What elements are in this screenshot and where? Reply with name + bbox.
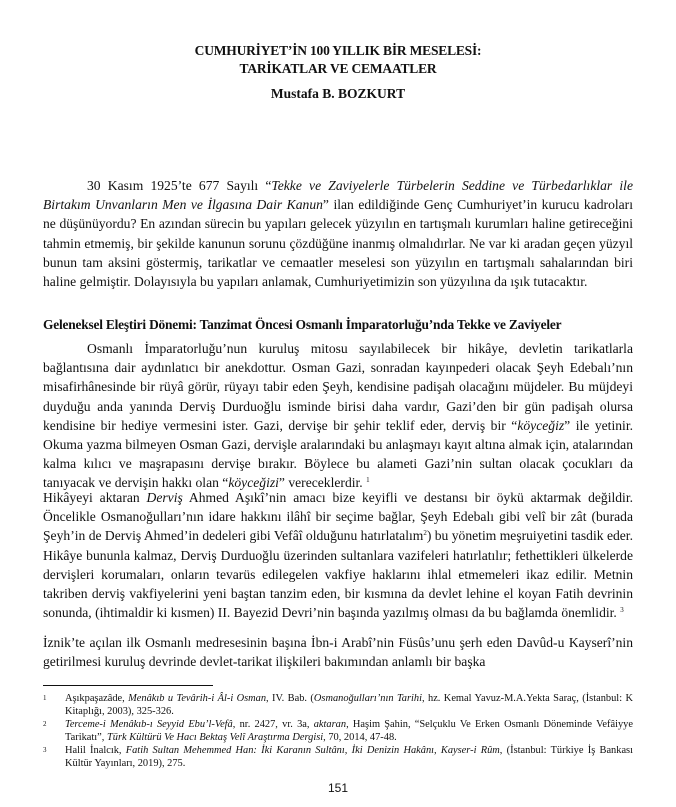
text-run: ” ilan edildiğinde Genç Cumhuriyet’in kurucu kadroları ne düşünüyordu? En azından sürecin bu yapıları gelecek yüzyılın en tartışmalı kurumları haline getireceğini tahmin etmemiş, bir şekilde kanunun sorunu çözdüğüne inanmış olmalıdırlar. Ne var ki aradan geçen yüzyıl bunun tam aksini göstermiş, tarikatlar ve cemaatler meselesi son yüzyılın en tartışmalı sahalarından biri haline gelmiştir. Dolayısıyla bu yapıları anlamak, Cumhuriyetimizin son yüzyılına da ışık tutacaktır.: [43, 197, 633, 290]
text-run: ) bu yönetim meşruiyetini tasdik eder. Hikâye bununla kalmaz, Derviş Durduoğlu üzerinden sultanlara vazifeleri hatırlatılır; fethettikleri ülkelerde dervişleri korumaları, onların tevarüs edilegelen vakfiye haklarını ihlal etmemeleri ikaz edilir. Metnin takriben derviş vakfiyelerini yeni baştan tanzim eden, bir kısmına da devlet lehine el koyan Fatih devrinin sonunda, (ihtimaldir ki kısmen) II. Bayezid Devri’nin başında yazılmış olması da bu bağlamda önemlidir.: [43, 528, 633, 621]
author-name: Mustafa B. BOZKURT: [270, 86, 406, 101]
footnote-number: 2: [43, 720, 47, 729]
footnote-2: [43, 719, 633, 744]
italic-title: Fatih Sultan Mehemmed Han: İki Karanın Sultânı, İki Denizin Hakânı, Kayser-i Rûm: [125, 745, 500, 757]
italic-term: köyceğiz: [517, 417, 565, 433]
footnote-number: 3: [43, 746, 47, 755]
italic-title: Türk Kültürü Ve Hacı Bektaş Velî Araştırma Dergisi: [106, 731, 324, 743]
italic-law-title: Tekke ve Zaviyelerle Türbelerin Seddine ve Türbedarlıklar ile Birtakım Unvanların Men ve İlgasına Dair Kanun: [43, 178, 633, 213]
italic-term: köyceğizi: [228, 475, 279, 491]
text-run: , nr. 2427, vr. 3a,: [232, 719, 314, 731]
text-run: Halil İnalcık,: [65, 745, 126, 757]
text-run: , Haşim Şahin, “Selçuklu Ve Erken Osmanlı Döneminde Vefâiyye Tarikatı”,: [65, 719, 633, 743]
text-run: Hikâyeyi aktaran: [43, 490, 147, 505]
text-run: ” vereceklerdir.: [278, 475, 367, 491]
paragraph-intro: [43, 176, 633, 291]
italic-term: Derviş: [146, 490, 183, 505]
footnote-ref-1[interactable]: 1: [366, 476, 370, 485]
footnotes: [43, 693, 633, 772]
italic-title: Osmanoğulları’nın Tarihi: [313, 693, 422, 704]
paragraph-asiki: [43, 488, 633, 622]
text-run: Osmanlı İmparatorluğu’nun kuruluş mitosu sayılabilecek bir hikâye, devletin tarikatlarla bağlantısına dair aydınlatıcı bir anekdottur. Osman Gazi, sonradan kayınpederi olacak Şeyh Edebalı’nın misafirhânesinde bir rüyâ görür, rüyayı tabir eden Şeyh, kendisine padişah olacağını müjdeler. Bu müjdeyi duyduğu anda yanında Derviş Durduoğlu isminde birisi daha vardır, Gazi’den bir gün padişah olursa kendisine bir hediye vermesini ister. Gazi, dervişe bir şehir teklif eder, derviş bir “: [43, 341, 633, 433]
text-run: , 70, 2014, 47-48.: [323, 731, 397, 743]
section-heading: Geleneksel Eleştiri Dönemi: Tanzimat Öncesi Osmanlı İmparatorluğu’nda Tekke ve Zaviyeler: [43, 317, 562, 332]
text-run: Ahmed Aşıkî’nin amacı bize keyifli ve destansı bir öykü aktarmak değildir. Öncelikle Osmanoğulları’nın idare hakkını ilâhî bir seçime bağlar, Şeyh Edebalı gibi velî bir zât (burada Şeyh’in de Derviş Ahmed’in dedeleri gibi Vefâî olduğunu hatırlatalım: [43, 490, 633, 544]
text-run: 30 Kasım 1925’te 677 Sayılı “: [87, 178, 272, 193]
title-line-1: CUMHURİYET’İN 100 YILLIK BİR MESELESİ:: [194, 43, 482, 58]
title-block: [0, 42, 676, 103]
footnote-3: [43, 745, 633, 770]
footnote-divider: [43, 685, 213, 686]
text-run: , hz. Kemal Yavuz-M.A.Yekta Saraç, (İstanbul: K Kitaplığı, 2003), 325-326.: [65, 693, 633, 717]
page-number: 151: [327, 781, 349, 795]
text-run: , IV. Bab. (: [266, 693, 314, 704]
text-run: Aşıkpaşazâde,: [65, 693, 129, 704]
footnote-ref-3[interactable]: 3: [620, 606, 624, 615]
paragraph-iznik: İznik’te açılan ilk Osmanlı medresesinin başına İbn-i Arabî’nin Füsûs’unu şerh eden Davûd-u Kayserî’nin getirilmesi kuruluş devrinde devlet-tarikat ilişkileri bakımından anlamlı bir başka: [43, 635, 633, 670]
footnote-ref-2[interactable]: 2: [423, 529, 427, 538]
footnote-number: 1: [43, 694, 47, 702]
paragraph-founding-myth: [43, 339, 633, 493]
text-run: ” ile yetinir. Okuma yazma bilmeyen Osman Gazi, dervişle aralarındaki bu anlaşmayı kayıt altına almak için, atalarından kalma kılıcı ve maşrapasını dervişe bırakır. Böylece bu alameti Gazi’nin sultan olacak çocukları da tanıyacak ve dervişin hakkı olan “: [43, 417, 633, 491]
italic-term: aktaran: [313, 719, 347, 731]
italic-title: Terceme-i Menâkıb-ı Seyyid Ebu’l-Vefâ: [65, 719, 233, 731]
title-line-2: TARİKATLAR VE CEMAATLER: [239, 61, 437, 76]
text-run: , (İstanbul: Türkiye İş Bankası Kültür Yayınları, 2019), 275.: [65, 745, 633, 769]
italic-title: Menâkıb u Tevârih-i Âl-i Osman: [128, 693, 267, 704]
footnote-1: [43, 693, 633, 718]
